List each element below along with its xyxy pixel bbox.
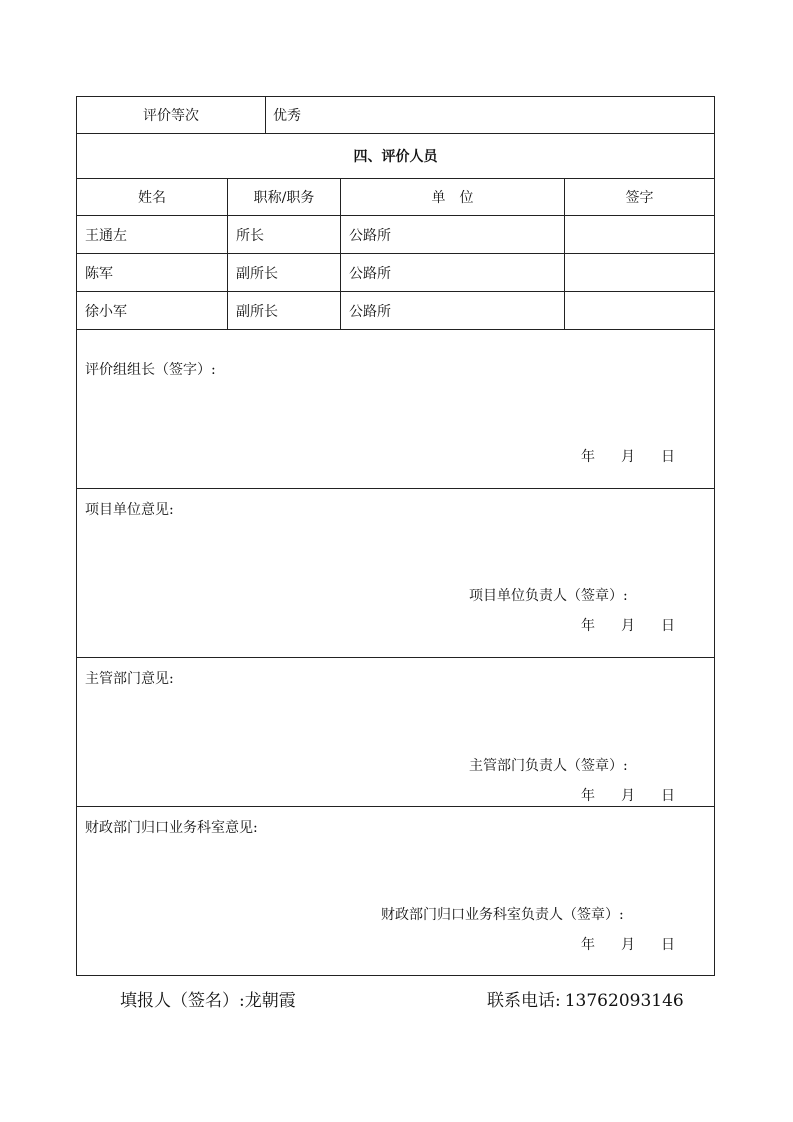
staff-unit: 公路所: [349, 265, 391, 282]
date-day: 日: [661, 618, 675, 634]
date-year: 年: [581, 618, 595, 634]
section-title-row: [76, 133, 715, 179]
divider: [227, 254, 228, 291]
divider: [340, 254, 341, 291]
divider: [265, 97, 266, 133]
supervisor-label: 主管部门意见:: [85, 671, 174, 687]
table-row: [76, 253, 715, 292]
table-row: [76, 291, 715, 330]
date-year: 年: [581, 937, 595, 953]
staff-table-header: [76, 178, 715, 216]
header-signature: 签字: [625, 190, 654, 206]
header-title: 职称/职务: [253, 190, 315, 206]
date-year: 年: [581, 788, 595, 804]
table-row: [76, 215, 715, 254]
filler-info: [120, 986, 296, 1011]
phone-label: 联系电话:: [487, 991, 561, 1011]
divider: [227, 292, 228, 329]
staff-signature[interactable]: [565, 292, 714, 329]
filler-label: 填报人（签名）:: [120, 991, 245, 1011]
staff-name: 徐小军: [85, 303, 127, 320]
divider: [227, 216, 228, 253]
staff-unit: 公路所: [349, 303, 391, 320]
grade-value[interactable]: 优秀: [273, 108, 301, 124]
staff-title: 所长: [236, 227, 264, 244]
date-month: 月: [621, 618, 635, 634]
project-unit-signer: 项目单位负责人（签章）:: [469, 588, 628, 604]
supervisor-signer: 主管部门负责人（签章）:: [469, 758, 628, 774]
date-day: 日: [661, 788, 675, 804]
phone-number: 13762093146: [564, 991, 684, 1011]
date-month: 月: [621, 449, 635, 465]
date-day: 日: [661, 449, 675, 465]
staff-signature[interactable]: [565, 254, 714, 291]
finance-opinion-block[interactable]: [76, 806, 715, 976]
phone-info: [487, 986, 684, 1011]
date-year: 年: [581, 449, 595, 465]
grade-row: [76, 96, 715, 134]
staff-unit: 公路所: [349, 227, 391, 244]
grade-label: 评价等次: [143, 108, 199, 124]
header-unit: 单 位: [431, 190, 474, 206]
header-name: 姓名: [138, 190, 166, 206]
evaluation-form: [76, 96, 717, 976]
date-month: 月: [621, 788, 635, 804]
divider: [340, 292, 341, 329]
date-day: 日: [661, 937, 675, 953]
leader-label: 评价组组长（签字）:: [85, 362, 216, 378]
project-unit-label: 项目单位意见:: [85, 502, 174, 518]
staff-title: 副所长: [236, 303, 278, 320]
staff-name: 陈军: [85, 265, 113, 282]
section-title: 四、评价人员: [353, 149, 438, 165]
date-month: 月: [621, 937, 635, 953]
leader-signature-block[interactable]: [76, 329, 715, 489]
filler-name: 龙朝霞: [244, 991, 296, 1011]
staff-signature[interactable]: [565, 216, 714, 253]
project-unit-opinion-block[interactable]: [76, 488, 715, 658]
divider: [340, 216, 341, 253]
staff-name: 王通左: [85, 227, 127, 244]
staff-title: 副所长: [236, 265, 278, 282]
finance-label: 财政部门归口业务科室意见:: [85, 820, 258, 836]
finance-signer: 财政部门归口业务科室负责人（签章）:: [381, 907, 624, 923]
supervisor-opinion-block[interactable]: [76, 657, 715, 807]
